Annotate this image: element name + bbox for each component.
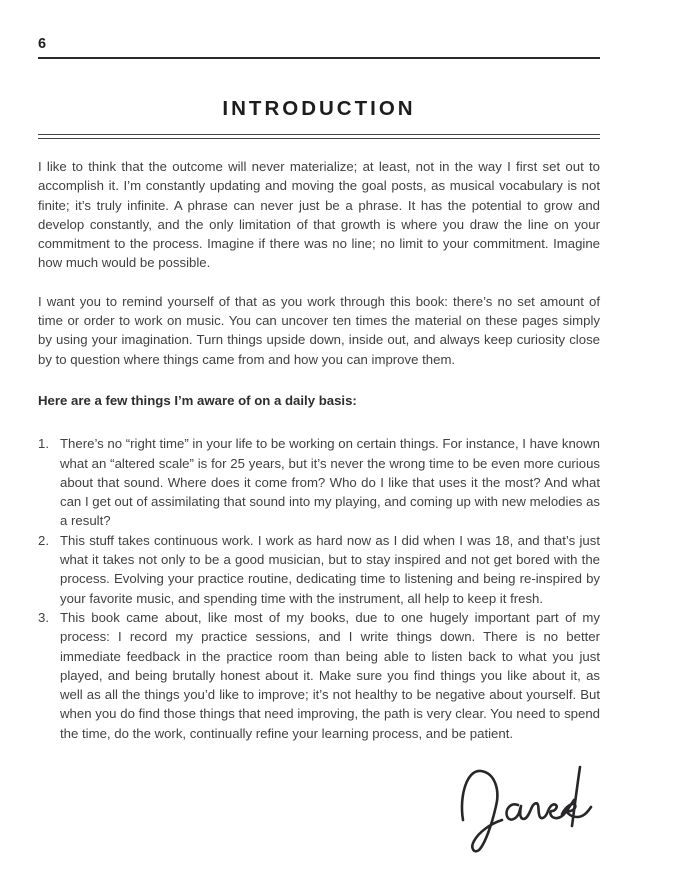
list-item-text: There’s no “right time” in your life to be working on certain things. For instance, I have known what an “altered scale” is for 25 years, but it’s never the wrong time to be even more curious about that sound. Where does it come from? Who do I like that uses it the most? And what can I get out of assimilating that sound into my playing, and coming up with new melodies as a result? bbox=[60, 436, 600, 529]
body-text bbox=[38, 157, 600, 743]
signature-stroke-k-kick bbox=[562, 804, 591, 817]
header-rule bbox=[38, 57, 600, 59]
title-double-rule bbox=[38, 134, 600, 139]
numbered-list bbox=[38, 434, 600, 743]
list-item bbox=[38, 434, 600, 530]
signature-stroke-j bbox=[462, 771, 502, 851]
list-item-number: 1. bbox=[38, 436, 49, 452]
list-item bbox=[38, 531, 600, 608]
author-signature bbox=[450, 758, 602, 866]
page-number: 6 bbox=[38, 36, 47, 52]
paragraph-1: I like to think that the outcome will never materialize; at least, not in the way I first set out to accomplish it. I’m constantly updating and moving the goal posts, as musical vocabulary is not finite; it’s truly infinite. A phrase can never just be a phrase. It has the potential to grow and develop constantly, and the only limitation of that growth is where you draw the line on your commitment to the process. Imagine if there was no line; no limit to your commitment. Imagine how much would be possible. bbox=[38, 159, 600, 271]
chapter-title: INTRODUCTION bbox=[222, 97, 416, 120]
list-item-number: 3. bbox=[38, 609, 49, 625]
paragraph-2: I want you to remind yourself of that as you work through this book: there’s no set amount of time or order to work on music. You can uncover ten times the material on these pages simply by using your imagination. Turn things upside down, inside out, and always keep curiosity close by to question where things came from and how you can improve them. bbox=[38, 293, 600, 367]
list-item-text: This stuff takes continuous work. I work as hard now as I did when I was 18, and that’s just what it takes not only to be a good musician, but to stay inspired and not get bored with the process. Evolving your practice routine, dedicating time to listening and being re-inspired by your favorite music, and spending time with the instrument, all help to keep it fresh. bbox=[60, 532, 600, 606]
list-item-number: 2. bbox=[38, 532, 49, 548]
list-item bbox=[38, 608, 600, 743]
list-item-text: This book came about, like most of my books, due to one hugely important part of my process: I record my practice sessions, and I write things down. There is no better immediate feedback in the practice room than being able to listen back to what you just played, and being brutally honest about it. Make sure you find things you like about it, as well as all the things you’d like to improve; it’s not healthy to be negative about yourself. But when you do find those things that need improving, the path is very clear. You need to spend the time, do the work, continually refine your learning process, and be patient. bbox=[60, 609, 600, 741]
list-heading: Here are a few things I’m aware of on a daily basis: bbox=[38, 392, 357, 408]
